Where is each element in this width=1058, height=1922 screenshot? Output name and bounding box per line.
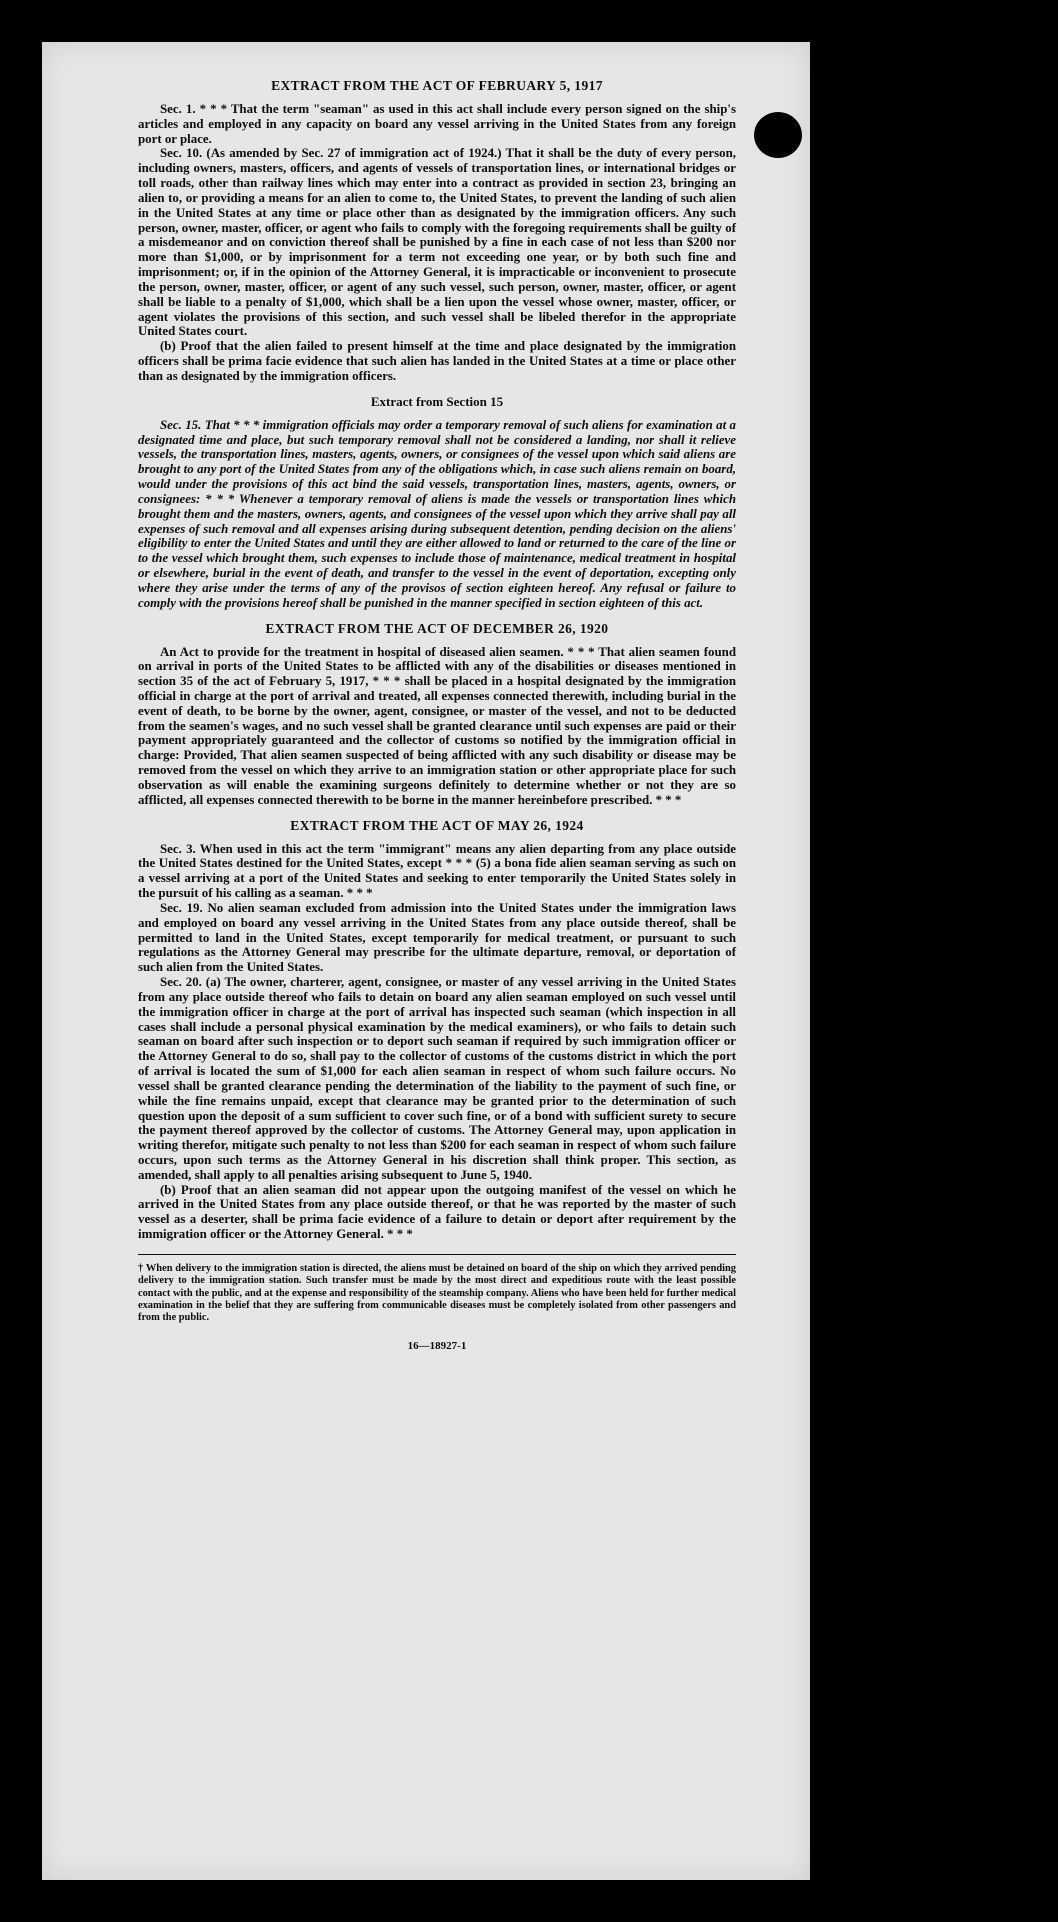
paragraph-sec-10-b: (b) Proof that the alien failed to present himself at the time and place designated by the immigration officers shall be prima facie evidence that such alien has landed in the United States at a time or place other than as designated by the immigration officers.: [138, 339, 736, 383]
paragraph-sec-3: Sec. 3. When used in this act the term "immigrant" means any alien departing from any place outside the United States destined for the United States, except * * * (5) a bona fide alien seaman serving as such on a vessel arriving at a port of the United States and seeking to enter temporarily the United States solely in the pursuit of his calling as a seaman. * * *: [138, 841, 736, 901]
paragraph-sec-19: Sec. 19. No alien seaman excluded from admission into the United States under the immigration laws and employed on board any vessel arriving in the United States from any place outside thereof, shall be permitted to land in the United States, except temporarily for medical treatment, or pursuant to such regulations as the Attorney General may prescribe for the ultimate departure, removal, or deportation of such alien from the United States.: [138, 900, 736, 975]
footnote: † When delivery to the immigration station is directed, the aliens must be detained on board of the ship on which they arrived pending delivery to the immigration station. Such transfer must be made by the most direct and expeditious route with the least possible contact with the public, and at the expense and responsibility of the steamship company. Aliens who have been held for further medical examination in the belief that they are suffering from communicable diseases must be completely isolated from other passengers and from the public.: [138, 1262, 736, 1324]
section-heading-1920: EXTRACT FROM THE ACT OF DECEMBER 26, 1920: [265, 620, 609, 636]
paragraph-sec-20-b: (b) Proof that an alien seaman did not appear upon the outgoing manifest of the vessel on which he arrived in the United States from any place outside thereof, or that he was reported by the master of such vessel as a deserter, shall be prima facie evidence of a failure to detain or deport after requirement by the immigration officer or the Attorney General. * * *: [138, 1182, 736, 1242]
paragraph-act-1920: An Act to provide for the treatment in hospital of diseased alien seamen. * * * That alien seamen found on arrival in ports of the United States to be afflicted with any of the disabilities or diseases mentioned in section 35 of the act of February 5, 1917, * * * shall be placed in a hospital designated by the immigration official in charge at the port of arrival and treated, all expenses connected therewith, including burial in the event of death, to be borne by the owner, agent, consignee, or master of the vessel, and not to be deducted from the seamen's wages, and no such vessel shall be granted clearance until such expenses are paid or their payment appropriately guaranteed and the collector of customs so notified by the immigration official in charge: Provided, That alien seamen suspected of being afflicted with any such disability or disease may be removed from the vessel on which they arrive to an immigration station or other appropriate place for such observation as will enable the examining surgeons definitely to determine whether or not they are so afflicted, all expenses connected therewith to be borne in the manner hereinbefore prescribed. * * *: [138, 644, 736, 807]
paragraph-sec-20-a: Sec. 20. (a) The owner, charterer, agent, consignee, or master of any vessel arriving in the United States from any place outside thereof who fails to detain on board any alien seaman employed on such vessel until the immigration officer in charge at the port of arrival has inspected such seaman (which inspection in all cases shall include a personal physical examination by the medical examiners), or who fails to detain such seaman on board after such inspection or to deport such seaman if required by such immigration officer or the Attorney General to do so, shall pay to the collector of customs of the customs district in which the port of arrival is located the sum of $1,000 for each alien seaman in respect of whom such failure occurs. No vessel shall be granted clearance pending the determination of the liability to the payment of such fine, or while the fine remains unpaid, except that clearance may be granted prior to the determination of such question upon the deposit of a sum sufficient to cover such fine, or of a bond with sufficient surety to secure the payment thereof approved by the collector of customs. The Attorney General may, upon application in writing therefor, mitigate such penalty to not less than $200 for each seaman in respect of whom such failure occurs, upon such terms as the Attorney General in his discretion shall think proper. This section, as amended, shall apply to all penalties arising subsequent to June 5, 1940.: [138, 975, 736, 1182]
form-code: 16—18927-1: [407, 1340, 467, 1353]
paragraph-sec-10: Sec. 10. (As amended by Sec. 27 of immigration act of 1924.) That it shall be the duty of every person, including owners, masters, officers, and agents of vessels of transportation lines, or international bridges or toll roads, other than railway lines which may enter into a contract as provided in section 23, bringing an alien to, or providing a means for an alien to come to, the United States, to prevent the landing of such alien in the United States at any time or place other than as designated by the immigration officers. Any such person, owner, master, officer, or agent who fails to comply with the foregoing requirements shall be guilty of a misdemeanor and on conviction thereof shall be punished by a fine in each case of not less than $200 nor more than $1,000, or by imprisonment for a term not exceeding one year, or by both such fine and imprisonment; or, if in the opinion of the Attorney General, it is impracticable or inconvenient to prosecute the person, owner, master, officer, or agent of any such vessel, such person, owner, master, officer, or agent shall be liable to a penalty of $1,000, which shall be a lien upon the vessel whose owner, master, officer, or agent violates the provisions of this section, and such vessel shall be libeled therefor in the appropriate United States court.: [138, 146, 736, 339]
section-heading-1924: EXTRACT FROM THE ACT OF MAY 26, 1924: [290, 817, 584, 833]
subheading-section-15: Extract from Section 15: [370, 393, 504, 409]
punch-hole: [754, 112, 802, 158]
document-content: [138, 78, 736, 1352]
paragraph-sec-15: Sec. 15. That * * * immigration officials may order a temporary removal of such aliens for examination at a designated time and place, but such temporary removal shall not be considered a landing, nor shall it relieve vessels, the transportation lines, masters, agents, owners, or consignees of the vessel upon which said aliens are brought to any port of the United States from any of the obligations which, in case such aliens remain on board, would under the provisions of this act bind the said vessels, transportation lines, masters, agents, owners, or consignees: * * * Whenever a temporary removal of aliens is made the vessels or transportation lines which brought them and the masters, owners, agents, and consignees of the vessel upon which they arrive shall pay all expenses of such removal and all expenses arising during subsequent detention, pending decision on the aliens' eligibility to enter the United States and until they are either allowed to land or returned to the care of the line or to the vessel which brought them, such expenses to include those of maintenance, medical treatment in hospital or elsewhere, burial in the event of death, and transfer to the vessel in the event of deportation, excepting only where they arise under the terms of any of the provisos of section eighteen hereof. Any refusal or failure to comply with the provisions hereof shall be punished in the manner specified in section eighteen of this act.: [138, 417, 736, 610]
footnote-divider: [138, 1254, 736, 1255]
paragraph-sec-1: Sec. 1. * * * That the term "seaman" as used in this act shall include every person signed on the ship's articles and employed in any capacity on board any vessel arriving in the United States from any foreign port or place.: [138, 102, 736, 146]
section-heading-1917: EXTRACT FROM THE ACT OF FEBRUARY 5, 1917: [271, 78, 603, 93]
